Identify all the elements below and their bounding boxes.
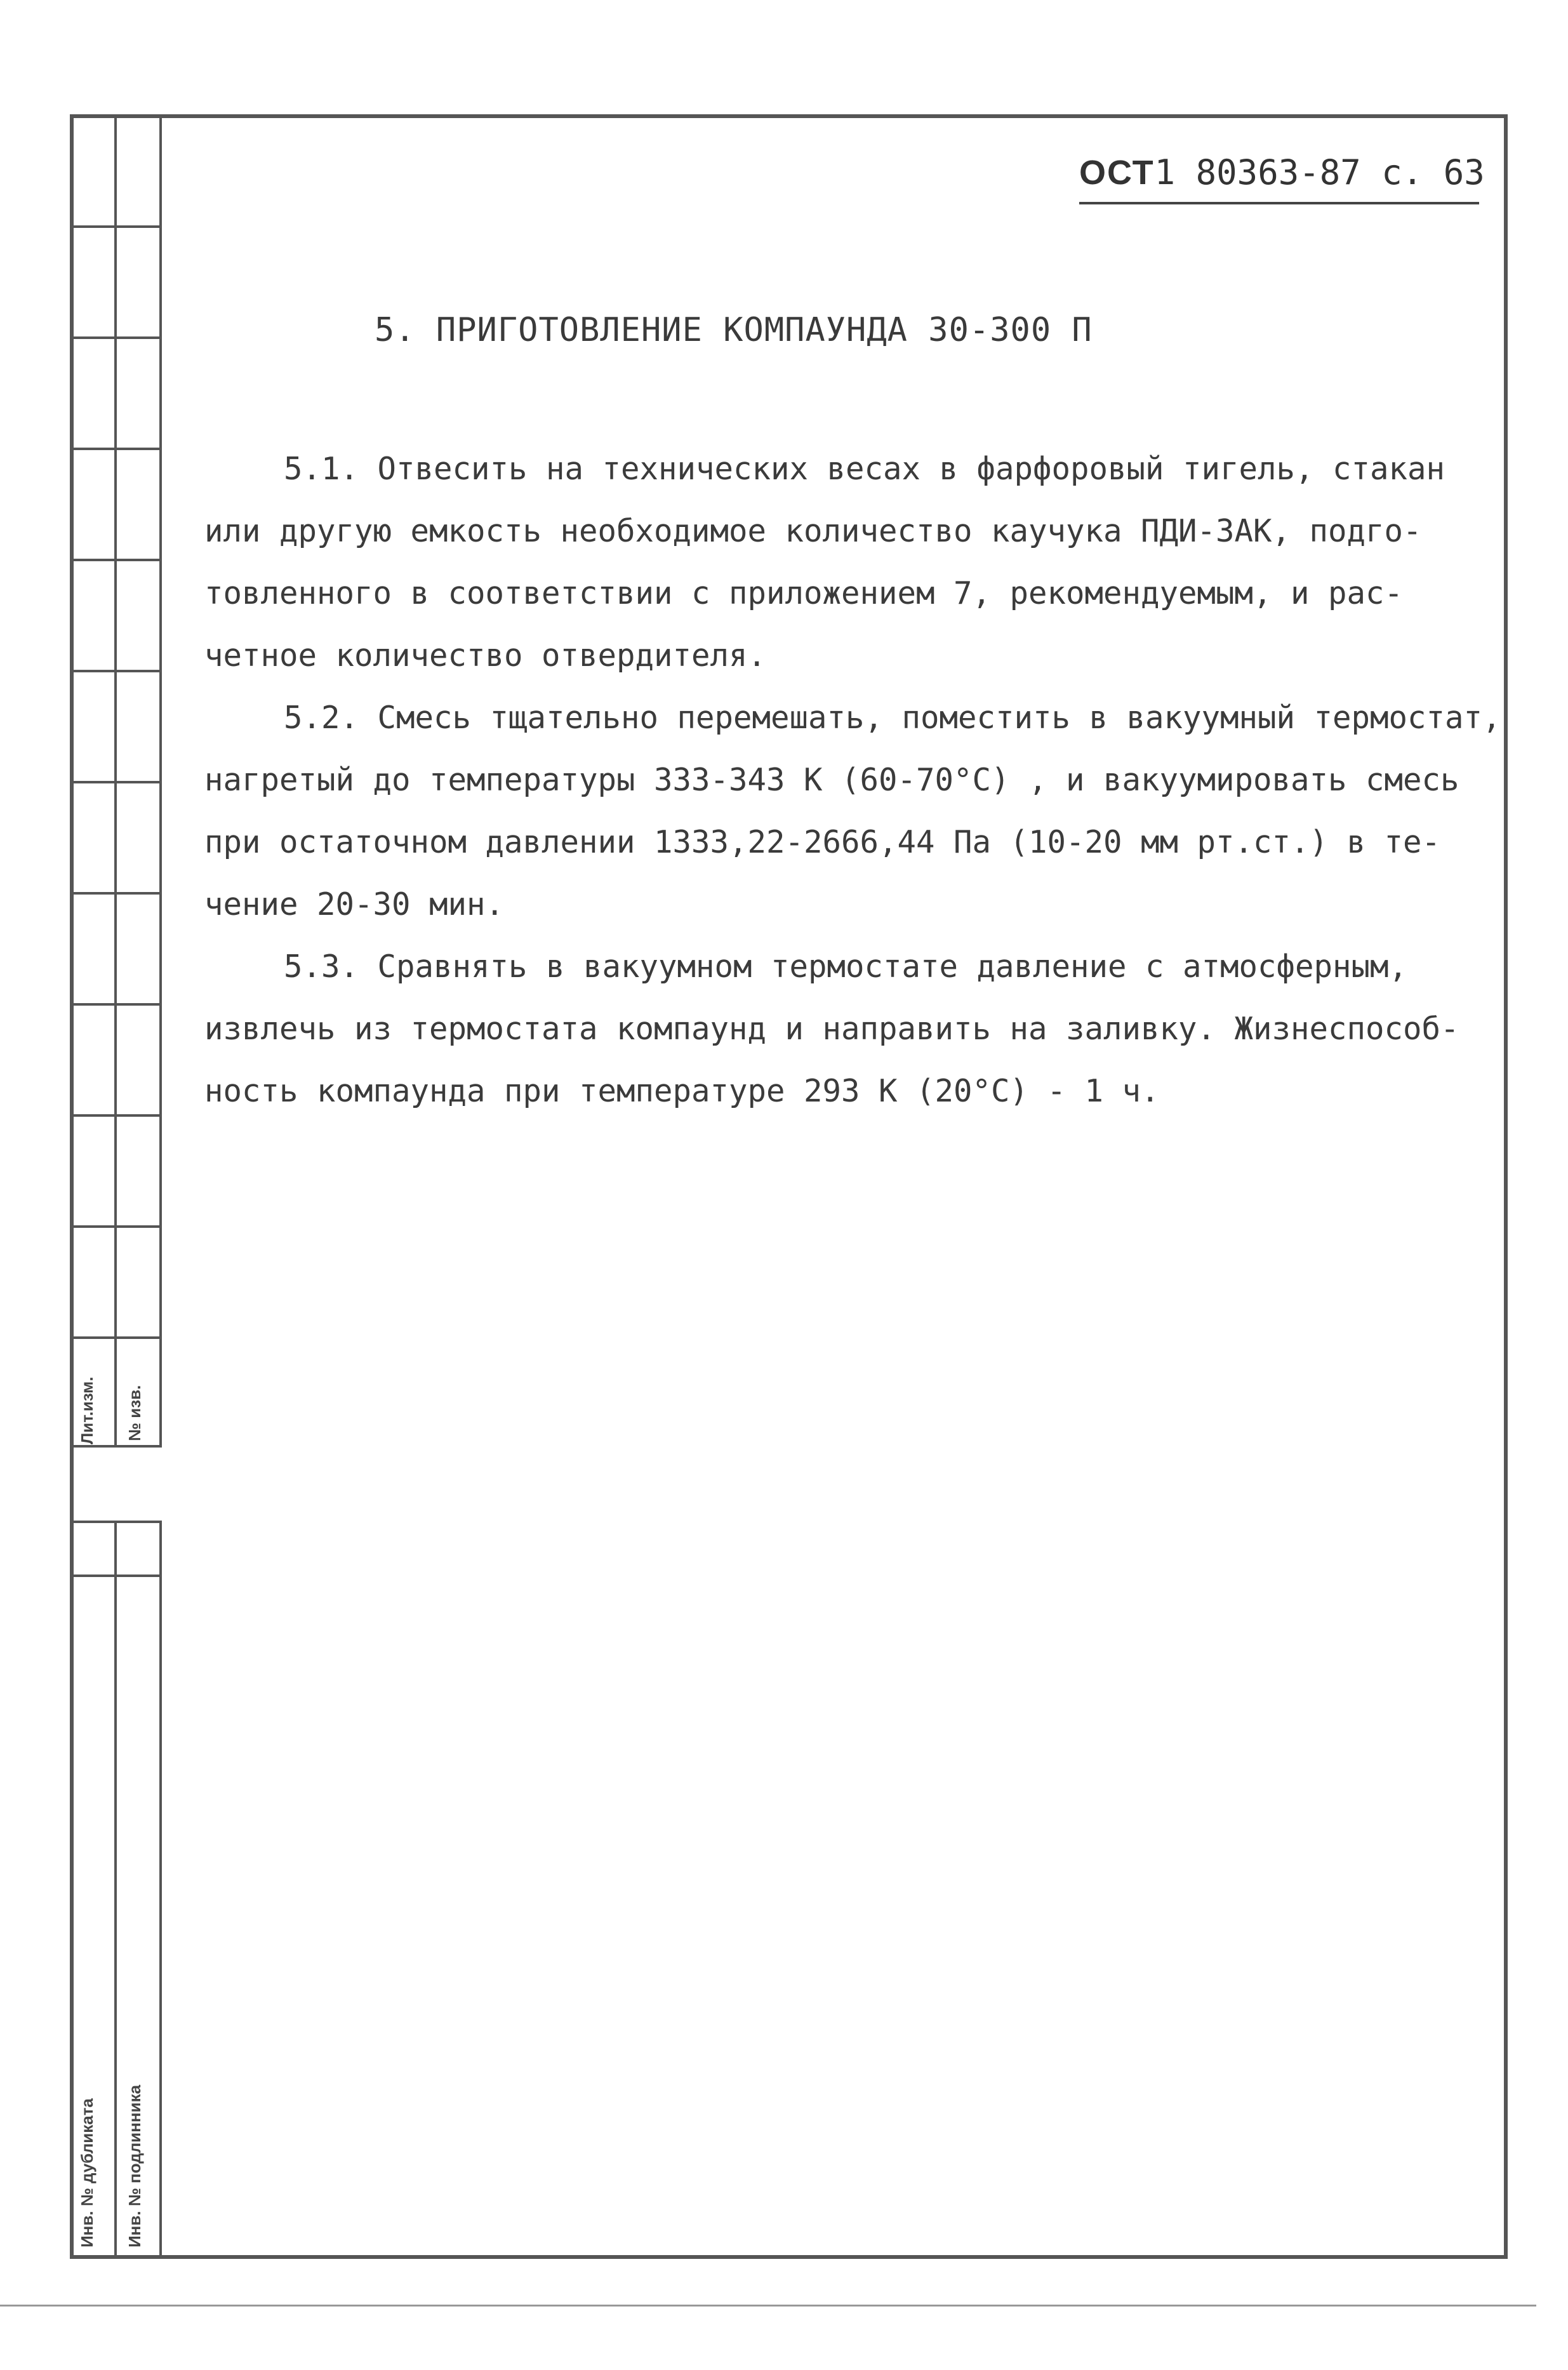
section-title: 5. ПРИГОТОВЛЕНИЕ КОМПАУНДА 30-300 П: [375, 311, 1093, 349]
stamp-row-line: [70, 1225, 162, 1228]
stamp-row-line: [70, 336, 162, 339]
text-line: товленного в соответствии с приложением 7, рекомендуемым, и рас-: [204, 575, 1404, 611]
scan-edge: [0, 2305, 1536, 2307]
stamp-row-line: [70, 1003, 162, 1006]
stamp-row-line: [70, 225, 162, 228]
inv-podl-label: Инв. № подлинника: [125, 2084, 144, 2247]
page-frame: [70, 114, 1508, 2259]
no-izv-label: № изв.: [125, 1385, 144, 1441]
stamp-row-line: [70, 559, 162, 561]
stamp-row-line: [70, 1336, 162, 1339]
text-line: извлечь из термостата компаунд и направить на заливку. Жизнеспособ-: [204, 1011, 1459, 1047]
text-line: 5.3. Сравнять в вакуумном термостате давление с атмосферным,: [284, 949, 1408, 985]
doc-prefix: ОСТ: [1079, 154, 1155, 192]
page-number: с. 63: [1381, 152, 1485, 192]
stamp-row-line: [70, 781, 162, 783]
text-line: нагретый до температуры 333-343 К (60-70°С) , и вакуумировать смесь: [204, 762, 1459, 798]
text-line: чение 20-30 мин.: [204, 886, 505, 922]
stamp-row-line: [70, 1114, 162, 1117]
doc-number: 1 80363-87: [1154, 152, 1361, 192]
stamp-row-line: [70, 1574, 162, 1577]
paragraph-5-3: [204, 936, 1480, 1122]
lit-izm-label: Лит.изм.: [77, 1376, 96, 1444]
header-underline: [1079, 202, 1479, 204]
text-line: четное количество отвердителя.: [204, 637, 767, 674]
text-line: или другую емкость необходимое количество каучука ПДИ-ЗАК, подго-: [204, 513, 1422, 549]
stamp-row-line: [70, 892, 162, 895]
paragraph-5-1: [204, 438, 1480, 687]
inv-dubl-label: Инв. № дубликата: [77, 2098, 96, 2247]
text-line: при остаточном давлении 1333,22-2666,44 Па (10-20 мм рт.ст.) в те-: [204, 824, 1441, 860]
paragraph-5-2: [204, 687, 1501, 936]
stamp-row-line: [70, 670, 162, 672]
document-designation: [1079, 152, 1485, 192]
text-line: 5.2. Смесь тщательно перемешать, поместить в вакуумный термостат,: [284, 700, 1501, 736]
stamp-lower-divider: [114, 1521, 117, 2259]
stamp-row-line: [70, 448, 162, 450]
text-line: 5.1. Отвесить на технических весах в фарфоровый тигель, стакан: [284, 451, 1445, 487]
text-line: ность компаунда при температуре 293 К (20°С) - 1 ч.: [204, 1073, 1160, 1109]
